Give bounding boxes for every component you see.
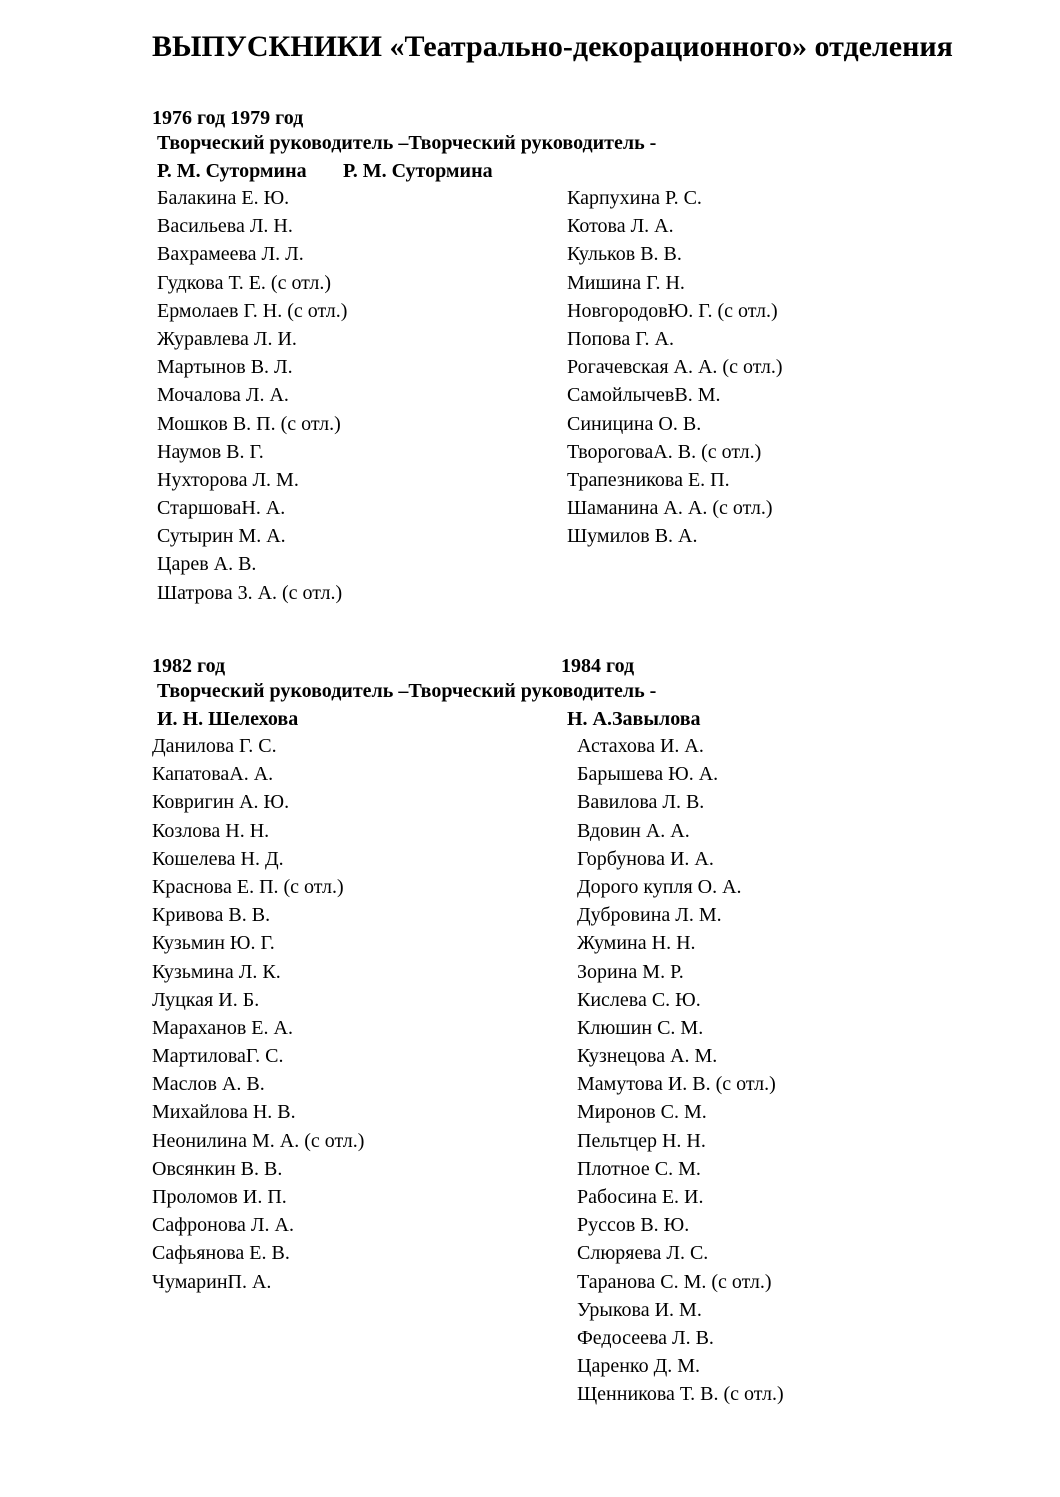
- section1-leader-a: Р. М. Сутормина: [157, 160, 307, 182]
- graduate-name: Маслов А. В.: [152, 1073, 265, 1096]
- graduate-name: Журавлева Л. И.: [157, 327, 297, 350]
- graduate-name: Сутырин М. А.: [157, 525, 286, 548]
- graduate-name: МартиловаГ. С.: [152, 1045, 284, 1068]
- graduate-name: Мошков В. П. (с отл.): [157, 412, 341, 435]
- graduate-name: Царев А. В.: [157, 553, 257, 576]
- section2-leaders-line: Творческий руководитель –Творческий руководитель -: [157, 680, 657, 702]
- graduate-name: Слюряева Л. С.: [577, 1242, 709, 1265]
- graduate-name: НовгородовЮ. Г. (с отл.): [567, 299, 778, 322]
- graduate-name: Астахова И. А.: [577, 735, 704, 757]
- graduate-name: Нухторова Л. М.: [157, 468, 299, 491]
- graduate-name: Данилова Г. С.: [152, 735, 277, 757]
- graduate-name: Барышева Ю. А.: [577, 763, 719, 786]
- graduate-name: Кривова В. В.: [152, 904, 271, 927]
- graduate-name: Вахрамеева Л. Л.: [157, 243, 304, 266]
- graduate-name: Наумов В. Г.: [157, 440, 264, 463]
- graduate-name: СтаршоваН. А.: [157, 497, 286, 520]
- graduate-name: Синицина О. В.: [567, 412, 702, 435]
- graduate-name: Кульков В. В.: [567, 243, 682, 266]
- graduate-name: Шатрова 3. А. (с отл.): [157, 581, 343, 604]
- section2-right-list: [577, 734, 784, 1411]
- section1-leader-b: Р. М. Сутормина: [343, 160, 493, 182]
- section2-year-right: 1984 год: [561, 655, 635, 677]
- section2-leader-right: Н. А.Завылова: [567, 708, 701, 730]
- graduate-name: Дорого купля О. А.: [577, 875, 742, 898]
- graduate-name: ЧумаринП. А.: [152, 1270, 272, 1293]
- graduate-name: Кузнецова А. М.: [577, 1045, 718, 1068]
- graduate-name: КапатоваА. А.: [152, 763, 274, 786]
- graduate-name: Вавилова Л. В.: [577, 791, 705, 814]
- graduate-name: Котова Л. А.: [567, 215, 674, 238]
- graduate-name: Зорина М. Р.: [577, 960, 684, 983]
- graduate-name: Клюшин С. М.: [577, 1016, 704, 1039]
- section2-left-list: [152, 734, 364, 1298]
- graduate-name: Мочалова Л. А.: [157, 384, 289, 407]
- graduate-name: Ковригин А. Ю.: [152, 791, 290, 814]
- graduate-name: Кошелева Н. Д.: [152, 847, 284, 870]
- section1-leaders-line: Творческий руководитель –Творческий руководитель -: [157, 132, 657, 154]
- section1-years: 1976 год 1979 год: [152, 107, 304, 129]
- graduate-name: Сафронова Л. А.: [152, 1214, 294, 1237]
- graduate-name: Дубровина Л. М.: [577, 904, 722, 927]
- graduate-name: Жумина Н. Н.: [577, 932, 696, 955]
- graduate-name: Неонилина М. А. (с отл.): [152, 1129, 365, 1152]
- graduate-name: Сафьянова Е. В.: [152, 1242, 290, 1265]
- graduate-name: Ермолаев Г. Н. (с отл.): [157, 299, 348, 322]
- graduate-name: Луцкая И. Б.: [152, 988, 260, 1011]
- graduate-name: Кислева С. Ю.: [577, 988, 701, 1011]
- graduate-name: Горбунова И. А.: [577, 847, 714, 870]
- graduate-name: Вдовин А. А.: [577, 819, 690, 842]
- graduate-name: Карпухина Р. С.: [567, 187, 702, 209]
- graduate-name: Царенко Д. М.: [577, 1355, 701, 1378]
- page-title: ВЫПУСКНИКИ «Театрально-декорационного» отделения: [152, 30, 953, 63]
- graduate-name: Рогачевская А. А. (с отл.): [567, 356, 783, 379]
- graduate-name: Урыкова И. М.: [577, 1298, 702, 1321]
- graduate-name: Руссов В. Ю.: [577, 1214, 690, 1237]
- graduate-name: Пельтцер Н. Н.: [577, 1129, 706, 1152]
- graduate-name: Мараханов Е. А.: [152, 1016, 293, 1039]
- graduate-name: Гудкова Т. Е. (с отл.): [157, 271, 332, 294]
- graduate-name: Овсянкин В. В.: [152, 1157, 283, 1180]
- graduate-name: Козлова Н. Н.: [152, 819, 270, 842]
- graduate-name: Рабосина Е. И.: [577, 1186, 704, 1208]
- graduate-name: Кузьмин Ю. Г.: [152, 932, 275, 955]
- graduate-name: СамойлычевВ. М.: [567, 384, 721, 407]
- graduate-name: Васильева Л. Н.: [157, 215, 293, 238]
- graduate-name: Кузьмина Л. К.: [152, 960, 281, 983]
- section1-left-list: [157, 186, 347, 609]
- graduate-name: Миронов С. М.: [577, 1101, 707, 1124]
- graduate-name: Мишина Г. Н.: [567, 271, 685, 294]
- graduate-name: Мамутова И. В. (с отл.): [577, 1073, 776, 1096]
- section2-year-left: 1982 год: [152, 655, 226, 677]
- graduate-name: Проломов И. П.: [152, 1186, 287, 1208]
- graduate-name: Михайлова Н. В.: [152, 1101, 296, 1124]
- graduate-name: Шумилов В. А.: [567, 525, 698, 548]
- section1-right-list: [567, 186, 783, 552]
- graduate-name: Таранова С. М. (с отл.): [577, 1270, 772, 1293]
- graduate-name: ТвороговаА. В. (с отл.): [567, 440, 762, 463]
- section2-leader-left: И. Н. Шелехова: [157, 708, 299, 730]
- graduate-name: Балакина Е. Ю.: [157, 187, 290, 209]
- graduate-name: Щенникова Т. В. (с отл.): [577, 1383, 784, 1406]
- graduate-name: Трапезникова Е. П.: [567, 468, 730, 491]
- graduate-name: Шаманина А. А. (с отл.): [567, 497, 773, 520]
- graduate-name: Федосеева Л. В.: [577, 1326, 714, 1349]
- graduate-name: Мартынов В. Л.: [157, 356, 293, 379]
- graduate-name: Попова Г. А.: [567, 327, 674, 350]
- graduate-name: Плотное С. М.: [577, 1157, 701, 1180]
- graduate-name: Краснова Е. П. (с отл.): [152, 875, 344, 898]
